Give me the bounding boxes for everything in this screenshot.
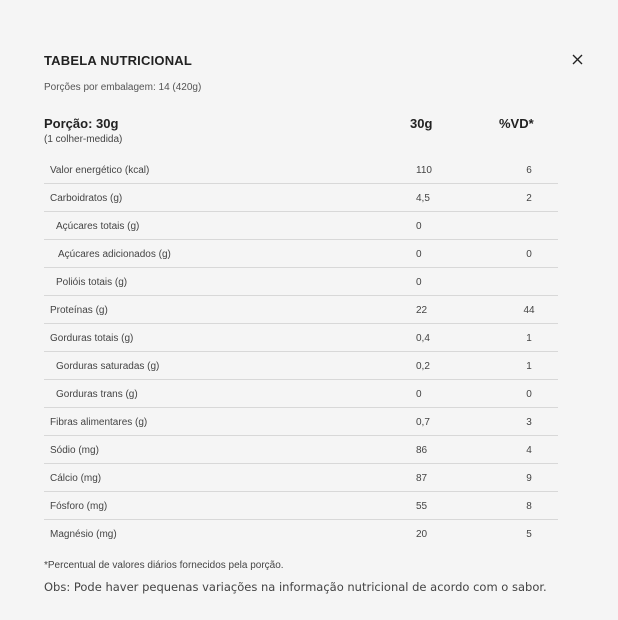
nutrient-amount: 87 [416, 473, 428, 484]
nutrient-daily-value: 9 [526, 473, 532, 484]
table-row [44, 520, 558, 548]
nutrient-amount: 0,7 [416, 417, 430, 428]
nutrient-daily-value: 0 [526, 389, 532, 400]
table-row [44, 492, 558, 520]
nutrition-table [44, 156, 558, 548]
table-row [44, 380, 558, 408]
nutrient-name: Valor energético (kcal) [50, 165, 150, 176]
nutrient-daily-value: 8 [526, 501, 532, 512]
nutrient-name: Açúcares totais (g) [56, 221, 140, 232]
nutrient-amount: 0,4 [416, 333, 430, 344]
observation-note: Obs: Pode haver pequenas variações na informação nutricional de acordo com o sabor. [44, 580, 547, 594]
modal-title: TABELA NUTRICIONAL [44, 53, 193, 68]
table-row [44, 268, 558, 296]
close-button[interactable] [566, 48, 588, 70]
footnote: *Percentual de valores diários fornecidos pela porção. [44, 560, 284, 571]
nutrient-name: Açúcares adicionados (g) [58, 249, 171, 260]
portion-label: Porção: 30g [44, 116, 119, 131]
nutrient-daily-value: 6 [526, 165, 532, 176]
nutrient-name: Carboidratos (g) [50, 193, 123, 204]
nutrient-name: Gorduras trans (g) [56, 389, 138, 400]
table-row [44, 464, 558, 492]
nutrient-amount: 110 [416, 165, 432, 176]
nutrient-amount: 4,5 [416, 193, 430, 204]
nutrient-name: Sódio (mg) [50, 445, 99, 456]
nutrient-daily-value: 2 [526, 193, 532, 204]
nutrient-amount: 0 [416, 249, 422, 260]
nutrient-amount: 55 [416, 501, 428, 512]
nutrient-name: Magnésio (mg) [50, 529, 117, 540]
close-icon [572, 54, 583, 65]
nutrient-amount: 86 [416, 445, 428, 456]
column-header-daily-value: %VD* [499, 116, 534, 131]
table-row [44, 408, 558, 436]
nutrient-name: Polióis totais (g) [56, 277, 128, 288]
nutrient-daily-value: 4 [526, 445, 532, 456]
table-row [44, 240, 558, 268]
table-row [44, 296, 558, 324]
nutrient-name: Fibras alimentares (g) [50, 417, 148, 428]
table-row [44, 352, 558, 380]
table-row [44, 156, 558, 184]
portion-sub-label: (1 colher-medida) [44, 134, 123, 145]
table-row [44, 436, 558, 464]
nutrient-name: Gorduras totais (g) [50, 333, 134, 344]
column-header-amount: 30g [410, 116, 433, 131]
nutrient-name: Gorduras saturadas (g) [56, 361, 160, 372]
nutrient-amount: 0 [416, 221, 422, 232]
nutrient-daily-value: 1 [526, 333, 532, 344]
nutrient-amount: 20 [416, 529, 428, 540]
table-row [44, 184, 558, 212]
table-row [44, 324, 558, 352]
nutrient-daily-value: 0 [526, 249, 532, 260]
nutrient-name: Fósforo (mg) [50, 501, 108, 512]
nutrient-daily-value: 1 [526, 361, 532, 372]
nutrient-daily-value: 44 [523, 305, 535, 316]
nutrient-daily-value: 5 [526, 529, 532, 540]
nutrient-name: Cálcio (mg) [50, 473, 102, 484]
nutrient-amount: 22 [416, 305, 428, 316]
nutrient-amount: 0 [416, 277, 422, 288]
table-row [44, 212, 558, 240]
servings-per-package: Porções por embalagem: 14 (420g) [44, 82, 202, 93]
nutrient-amount: 0,2 [416, 361, 430, 372]
nutrient-name: Proteínas (g) [50, 305, 108, 316]
nutrient-amount: 0 [416, 389, 422, 400]
nutrient-daily-value: 3 [526, 417, 532, 428]
